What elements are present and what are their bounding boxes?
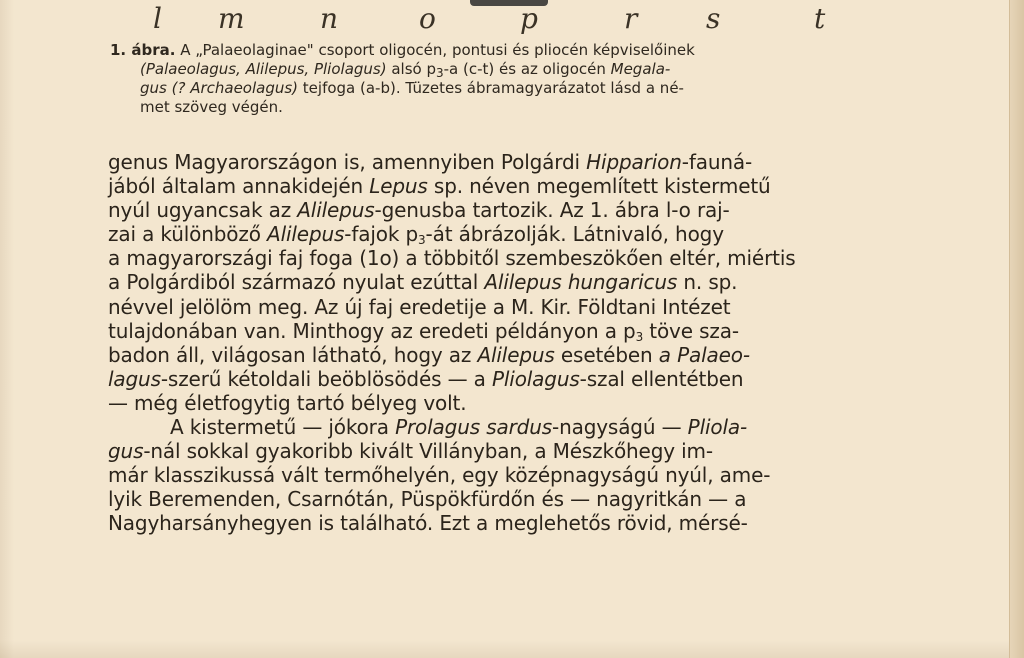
body-line-14	[108, 463, 898, 487]
text: -át ábrázolják. Látnivaló, hogy	[425, 222, 724, 247]
taxon: Alilepus	[267, 222, 345, 247]
text: -nál sokkal gyakoribb kivált Villányban, a Mészkőhegy im-	[143, 439, 713, 464]
figure-letter-l: l	[153, 2, 162, 35]
text: -szal ellentétben	[579, 366, 744, 391]
text: már klasszikussá vált termőhelyén, egy középnagyságú nyúl, ame-	[108, 463, 771, 488]
text: -nagyságú —	[552, 415, 688, 440]
text: töve sza-	[643, 318, 739, 343]
text: badon áll, világosan látható, hogy az	[108, 342, 478, 367]
caption-line-3	[110, 79, 900, 98]
figure-letter-t: t	[814, 2, 826, 35]
text: a Polgárdiból származó nyulat ezúttal	[108, 270, 485, 295]
taxon: Hipparion	[586, 150, 682, 174]
taxon: gus	[108, 439, 144, 464]
taxon: Pliolagus	[491, 366, 580, 391]
body-line-1	[108, 150, 898, 174]
subscript: 3	[418, 233, 426, 248]
body-line-7	[108, 295, 898, 319]
taxon: Lepus	[369, 174, 428, 199]
caption-label: 1. ábra.	[110, 41, 176, 59]
text: — még életfogytig tartó bélyeg volt.	[108, 390, 467, 415]
body-line-2	[108, 174, 898, 198]
caption-taxa: Megala-	[610, 60, 671, 78]
text: nyúl ugyancsak az	[108, 198, 298, 223]
text: -genusba tartozik. Az 1. ábra l-o raj-	[374, 198, 730, 223]
text: -fajok p	[344, 222, 419, 247]
caption-line-2	[110, 60, 900, 79]
text: lyik Beremenden, Csarnótán, Püspökfürdőn és — nagyritkán — a	[108, 487, 747, 512]
taxon: Alilepus	[297, 198, 375, 223]
body-line-11	[108, 391, 898, 415]
text: névvel jelölöm meg. Az új faj eredetije a M. Kir. Földtani Intézet	[108, 294, 731, 319]
caption-line-4	[110, 98, 900, 117]
text: genus Magyarországon is, amennyiben Polgárdi	[108, 150, 587, 174]
body-line-12	[108, 415, 898, 439]
subscript: 3	[635, 329, 644, 344]
text: tulajdonában van. Minthogy az eredeti példányon a p	[108, 318, 636, 343]
text: esetében	[554, 342, 659, 367]
text: -fauná-	[681, 150, 753, 174]
figure-letter-n: n	[320, 2, 339, 35]
page-edge	[1009, 0, 1024, 658]
body-line-8	[108, 319, 898, 343]
text: jából általam annakidején	[108, 174, 370, 199]
body-line-9	[108, 343, 898, 367]
figure-letter-s: s	[706, 2, 721, 35]
body-line-3	[108, 198, 898, 222]
caption-text: A „Palaeolaginae" csoport oligocén, pontusi és pliocén képviselőinek	[180, 41, 695, 59]
figure-letter-o: o	[419, 2, 436, 35]
body-line-15	[108, 487, 898, 511]
text: Nagyharsányhegyen is található. Ezt a meglehetős rövid, mérsé-	[108, 511, 748, 536]
body-line-16	[108, 511, 898, 535]
taxon: Alilepus	[477, 342, 555, 367]
figure-letter-m: m	[218, 2, 245, 35]
text: a magyarországi faj foga (1o) a többitől szembeszökően eltér, miértis	[108, 246, 796, 271]
body-line-5	[108, 246, 898, 270]
caption-text: alsó p	[386, 60, 436, 78]
body-line-4	[108, 222, 898, 246]
caption-text: met szöveg végén.	[140, 98, 283, 116]
caption-line-1	[110, 41, 900, 60]
taxon: Prolagus sardus	[395, 415, 552, 440]
figure-caption	[110, 41, 900, 117]
taxon: a Palaeo-	[658, 342, 750, 367]
caption-text: tejfoga (a-b). Tüzetes ábramagyarázatot lásd a né-	[298, 79, 684, 97]
body-line-10	[108, 367, 898, 391]
caption-taxa: (Palaeolagus, Alilepus, Pliolagus)	[140, 60, 387, 78]
body-paragraph	[108, 150, 898, 536]
body-line-6	[108, 270, 898, 294]
caption-taxa: gus (? Archaeolagus)	[140, 79, 299, 97]
body-line-13	[108, 439, 898, 463]
caption-text: -a (c-t) és az oligocén	[443, 60, 611, 78]
subscript: 3	[436, 66, 444, 80]
taxon: Alilepus hungaricus	[484, 270, 678, 295]
text: sp. néven megemlített kistermetű	[427, 174, 771, 199]
figure-letter-p: p	[520, 2, 538, 35]
text: -szerű kétoldali beöblösödés — a	[160, 366, 492, 391]
text: A kistermetű — jókora	[170, 415, 396, 440]
text: n. sp.	[677, 270, 738, 295]
taxon: Pliola-	[687, 415, 748, 440]
text: zai a különböző	[108, 222, 268, 247]
taxon: lagus	[108, 366, 161, 391]
figure-letter-r: r	[624, 2, 638, 35]
